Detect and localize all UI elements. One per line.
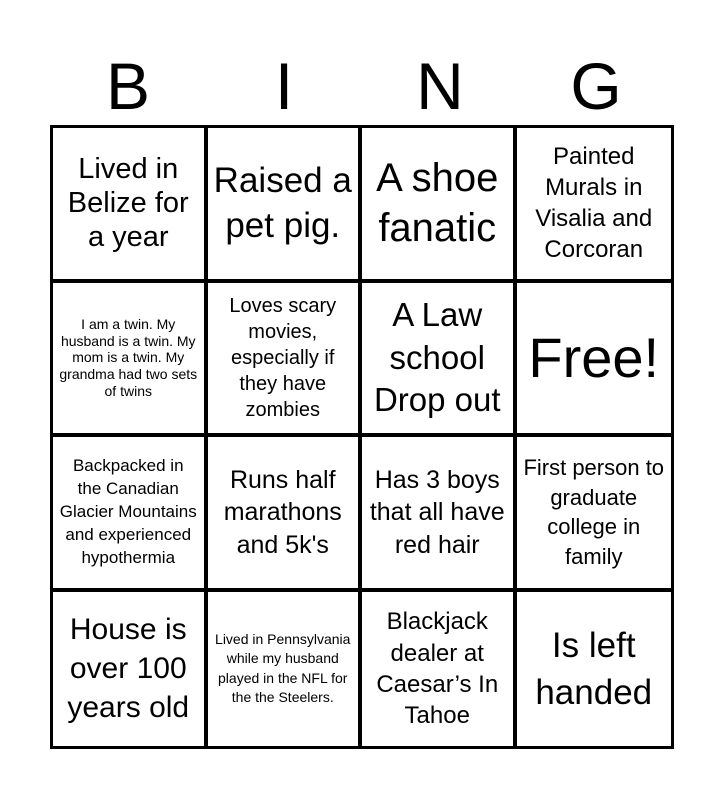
bingo-cell-text: I am a twin. My husband is a twin. My mom is a twin. My grandma had two sets of twins bbox=[59, 316, 198, 399]
bingo-cell-text: House is over 100 years old bbox=[67, 613, 190, 725]
bingo-header bbox=[50, 49, 674, 123]
bingo-cell-text: Runs half marathons and 5k's bbox=[223, 465, 342, 559]
bingo-cell-text: Backpacked in the Canadian Glacier Mountains and experienced hypothermia bbox=[59, 455, 197, 567]
bingo-cell-r1c3[interactable] bbox=[362, 128, 517, 283]
bingo-board bbox=[50, 125, 674, 749]
bingo-cell-r1c4[interactable] bbox=[517, 128, 672, 283]
bingo-cell-r4c3[interactable] bbox=[362, 592, 517, 747]
header-letter-i: I bbox=[274, 49, 294, 123]
bingo-cell-text: Blackjack dealer at Caesar’s In Tahoe bbox=[376, 608, 499, 729]
bingo-cell-r4c2[interactable] bbox=[208, 592, 363, 747]
bingo-cell-r2c4[interactable] bbox=[517, 283, 672, 438]
bingo-cell-r3c3[interactable] bbox=[362, 437, 517, 592]
bingo-cell-text: A shoe fanatic bbox=[376, 156, 499, 251]
bingo-cell-text: Raised a pet pig. bbox=[213, 160, 352, 246]
bingo-cell-text: Is left handed bbox=[535, 625, 653, 712]
bingo-cell-r2c2[interactable] bbox=[208, 283, 363, 438]
bingo-cell-text: Painted Murals in Visalia and Corcoran bbox=[535, 142, 653, 264]
bingo-cell-text: A Law school Drop out bbox=[373, 296, 501, 418]
bingo-cell-r1c1[interactable] bbox=[53, 128, 208, 283]
bingo-cell-text: Lived in Pennsylvania while my husband played in the NFL for the the Steelers. bbox=[215, 630, 351, 706]
bingo-cell-text: Loves scary movies, especially if they have zombies bbox=[229, 294, 337, 421]
bingo-cell-r4c4[interactable] bbox=[517, 592, 672, 747]
bingo-cell-r2c1[interactable] bbox=[53, 283, 208, 438]
bingo-cell-r3c4[interactable] bbox=[517, 437, 672, 592]
bingo-cell-r3c2[interactable] bbox=[208, 437, 363, 592]
bingo-cell-r1c2[interactable] bbox=[208, 128, 363, 283]
bingo-cell-r4c1[interactable] bbox=[53, 592, 208, 747]
header-letter-n: N bbox=[416, 49, 464, 123]
header-letter-b: B bbox=[105, 49, 151, 123]
header-letter-g: G bbox=[570, 49, 622, 123]
bingo-cell-r3c1[interactable] bbox=[53, 437, 208, 592]
bingo-cell-text: Free! bbox=[528, 325, 660, 389]
bingo-cell-text: Has 3 boys that all have red hair bbox=[369, 465, 505, 559]
bingo-cell-text: First person to graduate college in family bbox=[523, 454, 665, 569]
bingo-cell-text: Lived in Belize for a year bbox=[67, 152, 189, 254]
bingo-cell-r2c3[interactable] bbox=[362, 283, 517, 438]
